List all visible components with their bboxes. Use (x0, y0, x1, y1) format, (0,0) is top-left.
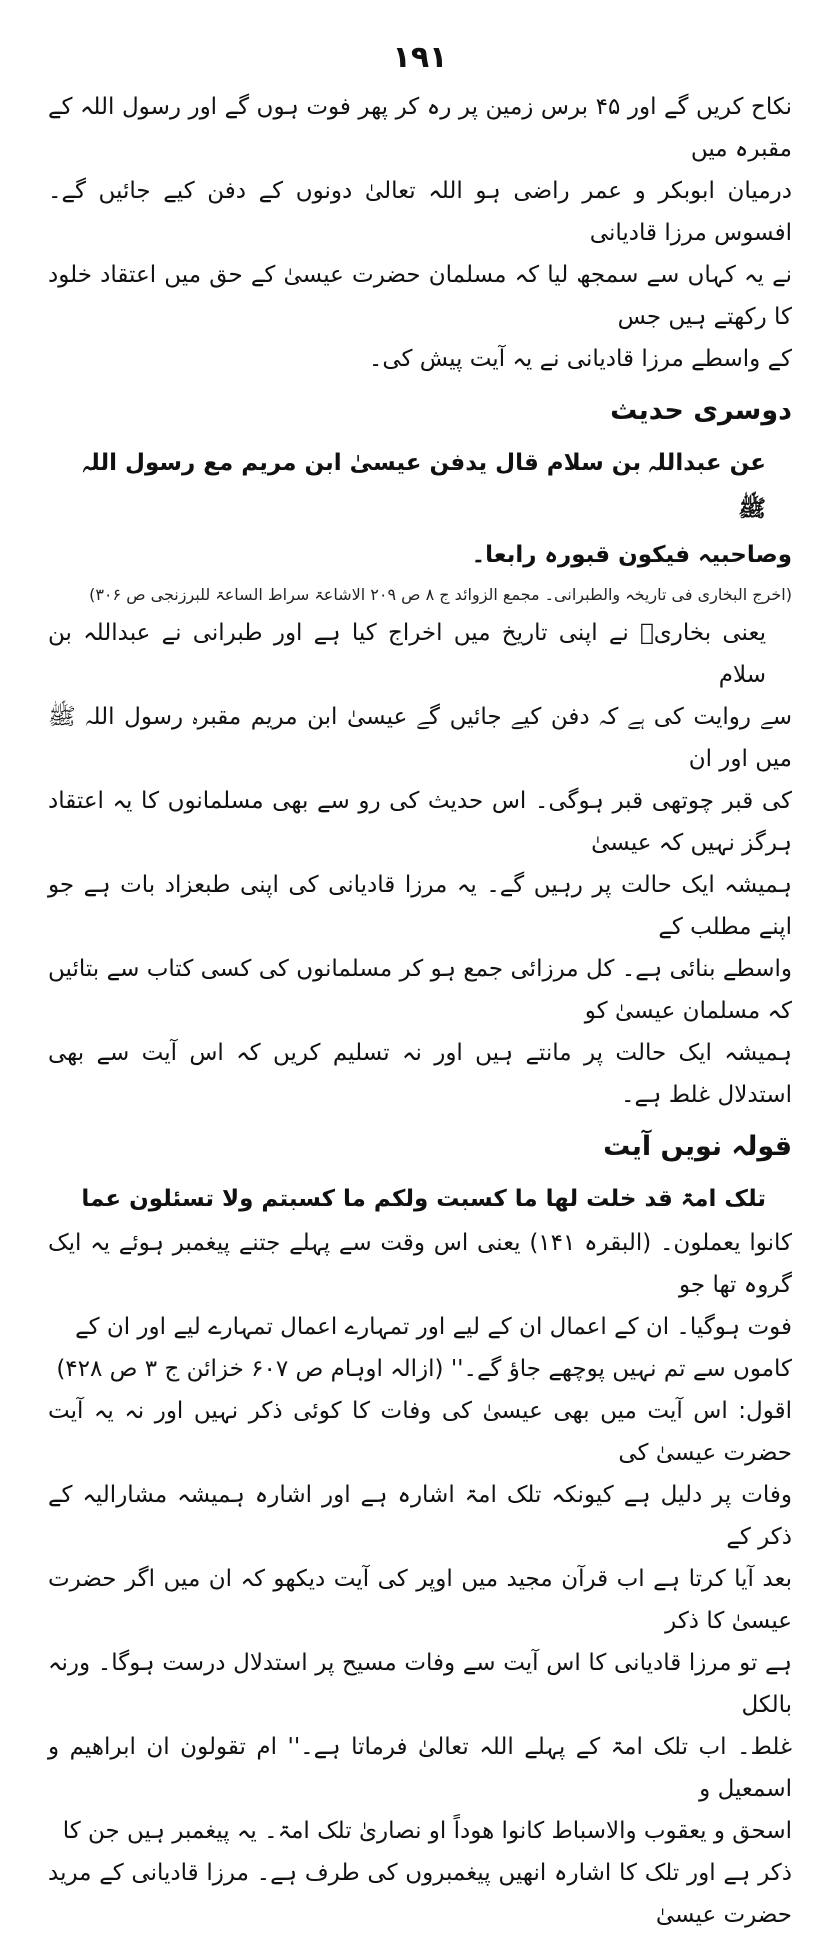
text-line: اقول: اس آیت میں بھی عیسیٰ کی وفات کا کوئی ذکر نہیں اور نہ یہ آیت حضرت عیسیٰ کی (48, 1398, 792, 1466)
verse-arabic-text: تلک امۃ قد خلت لھا ما کسبت ولکم ما کسبتم ولا تسئلون عما (81, 1186, 766, 1212)
text-line: درمیان ابوبکر و عمر راضی ہو اللہ تعالیٰ دونوں کے دفن کیے جائیں گے۔ افسوس مرزا قادیانی (48, 178, 792, 246)
text-line: نے یہ کہاں سے سمجھ لیا کہ مسلمان حضرت عیسیٰ کے حق میں اعتقاد خلود کا رکھتے ہیں جس (48, 262, 792, 330)
section-heading-second-hadith: دوسری حدیث (610, 395, 792, 426)
paragraph-intro (48, 86, 792, 380)
paragraph-rebuttal (48, 1390, 792, 1936)
text-line: ہمیشہ ایک حالت پر مانتے ہیں اور نہ تسلیم کریں کہ اس آیت سے بھی استدلال غلط ہے۔ (48, 1040, 792, 1108)
paragraph-verse-translation (48, 1222, 792, 1390)
text-line: کانوا یعملون۔ (البقرہ ۱۴۱) یعنی اس وقت سے پہلے جتنے پیغمبر ہوئے یہ ایک گروہ تھا جو (48, 1230, 792, 1298)
text-line: ذکر ہے اور تلک کا اشارہ انھیں پیغمبروں کی طرف ہے۔ مرزا قادیانی کے مرید حضرت عیسیٰ (48, 1860, 792, 1928)
text-line: کی قبر چوتھی قبر ہوگی۔ اس حدیث کی رو سے بھی مسلمانوں کا یہ اعتقاد ہرگز نہیں کہ عیسیٰ (48, 788, 792, 856)
text-line: غلط۔ اب تلک امۃ کے پہلے اللہ تعالیٰ فرماتا ہے۔'' ام تقولون ان ابراھیم و اسمعیل و (48, 1734, 792, 1802)
paragraph-hadith-explanation (48, 612, 792, 1116)
text-line: ہے تو مرزا قادیانی کا اس آیت سے وفات مسیح پر استدلال درست ہوگا۔ ورنہ بالکل (48, 1650, 792, 1718)
text-line: ہمیشہ ایک حالت پر رہیں گے۔ یہ مرزا قادیانی کی اپنی طبعزاد بات ہے جو اپنے مطلب کے (48, 872, 792, 940)
text-line: اسحق و یعقوب والاسباط کانوا ھوداً او نصاریٰ تلک امۃ۔ یہ پیغمبر ہیں جن کا (62, 1818, 792, 1844)
hadith-arabic-text (48, 440, 792, 578)
text-line: کاموں سے تم نہیں پوچھے جاؤ گے۔'' (ازالہ اوہام ص ۶۰۷ خزائن ج ۳ ص ۴۲۸) (56, 1356, 792, 1382)
arabic-line: وصاحبیہ فیکون قبورہ رابعا۔ (471, 542, 792, 568)
page-number: ۱۹۱ (392, 40, 448, 75)
text-line: نکاح کریں گے اور ۴۵ برس زمین پر رہ کر پھر فوت ہوں گے اور رسول اللہ کے مقبرہ میں (48, 94, 792, 162)
text-line: واسطے بنائی ہے۔ کل مرزائی جمع ہو کر مسلمانوں کی کسی کتاب سے بتائیں کہ مسلمان عیسیٰ کو (48, 956, 792, 1024)
text-line: یعنی بخاریؒ نے اپنی تاریخ میں اخراج کیا ہے اور طبرانی نے عبداللہ بن سلام (48, 620, 766, 688)
text-line: بعد آیا کرتا ہے اب قرآن مجید میں اوپر کی آیت دیکھو کہ ان میں اگر حضرت عیسیٰ کا ذکر (48, 1566, 792, 1634)
text-line: سے روایت کی ہے کہ دفن کیے جائیں گے عیسیٰ ابن مریم مقبرہ رسول اللہ ﷺ میں اور ان (48, 704, 792, 772)
hadith-reference: (اخرج البخاری فی تاریخہ والطبرانی۔ مجمع الزوائد ج ۸ ص ۲۰۹ الاشاعۃ سراط الساعۃ للبرزنجی ص ۳۰۶) (89, 585, 792, 604)
arabic-line: عن عبداللہ بن سلام قال یدفن عیسیٰ ابن مریم مع رسول اللہ ﷺ (82, 450, 766, 522)
section-heading-ninth-verse: قولہ نویں آیت (603, 1131, 792, 1162)
text-line: کے واسطے مرزا قادیانی نے یہ آیت پیش کی۔ (368, 346, 792, 372)
text-line: فوت ہوگیا۔ ان کے اعمال ان کے لیے اور تمہارے اعمال تمہارے لیے اور ان کے (75, 1314, 792, 1340)
text-line: وفات پر دلیل ہے کیونکہ تلک امۃ اشارہ ہے اور اشارہ ہمیشہ مشارالیہ کے ذکر کے (48, 1482, 792, 1550)
